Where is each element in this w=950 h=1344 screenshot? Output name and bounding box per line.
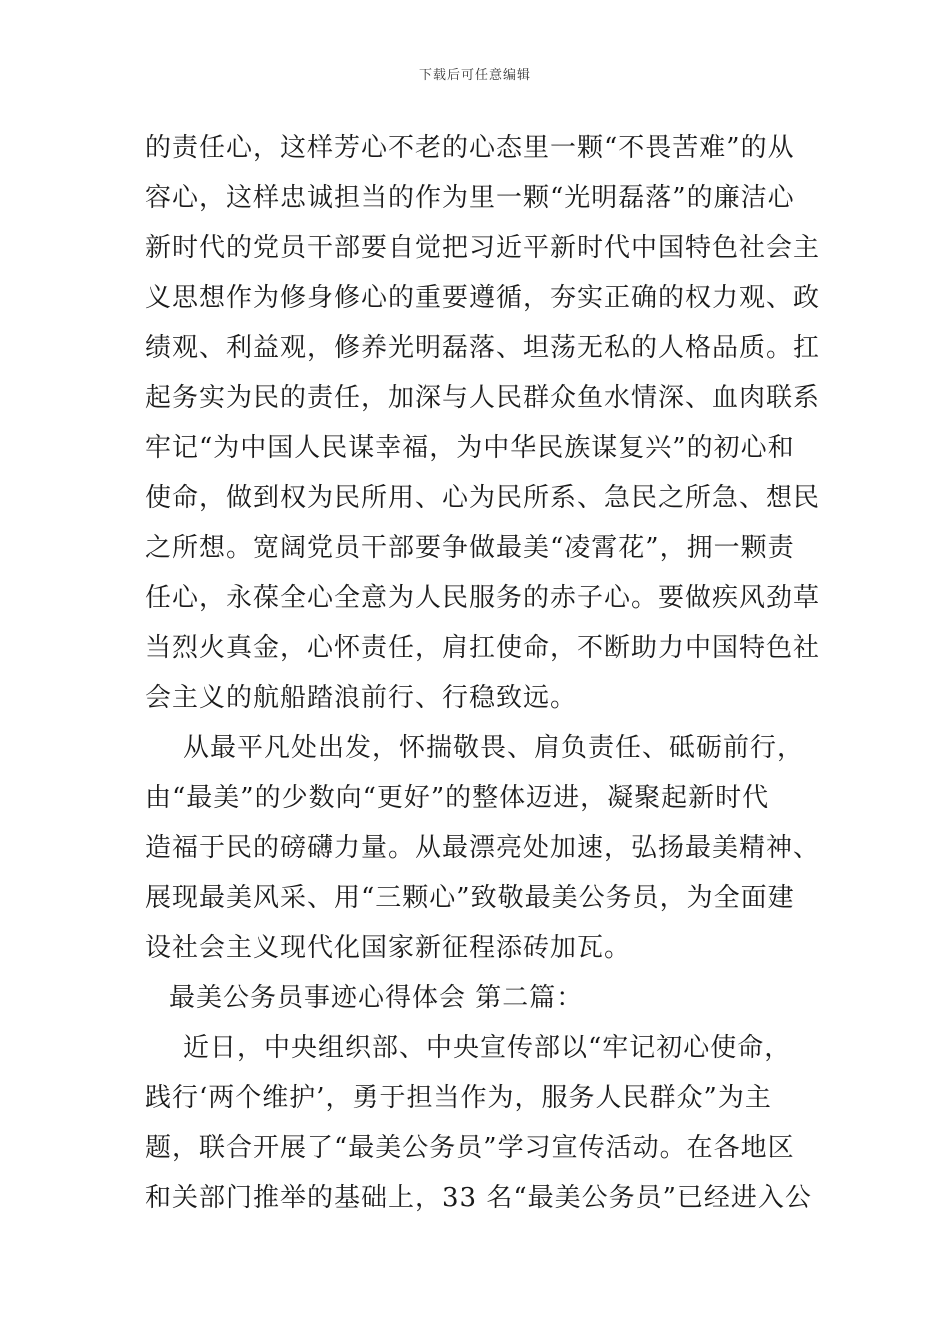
text-line: 绩观、利益观，修养光明磊落、坦荡无私的人格品质。扛 <box>145 333 821 363</box>
text-line: 义思想作为修身修心的重要遵循，夯实正确的权力观、政 <box>145 283 821 313</box>
text-line: 任心，永葆全心全意为人民服务的赤子心。要做疾风劲草 <box>145 583 821 613</box>
text-line: 新时代的党员干部要自觉把习近平新时代中国特色社会主 <box>145 233 821 263</box>
page-header: 下载后可任意编辑 <box>418 68 531 83</box>
text-line: 题，联合开展了“最美公务员”学习宣传活动。在各地区 <box>145 1133 795 1163</box>
text-line: 践行‘两个维护’，勇于担当作为，服务人民群众”为主 <box>145 1083 772 1113</box>
text-line: 容心，这样忠诚担当的作为里一颗“光明磊落”的廉洁心 <box>145 183 795 213</box>
text-line: 起务实为民的责任，加深与人民群众鱼水情深、血肉联系 <box>145 383 821 413</box>
text-line: 和关部门推举的基础上，33 名“最美公务员”已经进入公 <box>145 1183 812 1213</box>
text-line: 会主义的航船踏浪前行、行稳致远。 <box>145 683 578 713</box>
text-line: 当烈火真金，心怀责任，肩扛使命，不断助力中国特色社 <box>145 633 821 663</box>
text-line: 造福于民的磅礴力量。从最漂亮处加速，弘扬最美精神、 <box>145 833 821 863</box>
paragraph-start-line: 近日，中央组织部、中央宣传部以“牢记初心使命， <box>183 1033 792 1063</box>
text-line: 由“最美”的少数向“更好”的整体迈进，凝聚起新时代 <box>145 783 770 813</box>
text-line: 设社会主义现代化国家新征程添砖加瓦。 <box>145 933 632 963</box>
text-line: 的责任心，这样芳心不老的心态里一颗“不畏苦难”的从 <box>145 133 795 163</box>
text-line: 之所想。宽阔党员干部要争做最美“凌霄花”，拥一颗责 <box>145 533 795 563</box>
text-line: 展现最美风采、用“三颗心”致敬最美公务员，为全面建 <box>145 883 795 913</box>
text-line: 使命，做到权为民所用、心为民所系、急民之所急、想民 <box>145 483 821 513</box>
document-body <box>145 130 821 1230</box>
section-heading: 最美公务员事迹心得体会 第二篇： <box>169 983 584 1013</box>
paragraph-start-line: 从最平凡处出发，怀揣敬畏、肩负责任、砥砺前行， <box>183 733 805 763</box>
text-line: 牢记“为中国人民谋幸福，为中华民族谋复兴”的初心和 <box>145 433 795 463</box>
